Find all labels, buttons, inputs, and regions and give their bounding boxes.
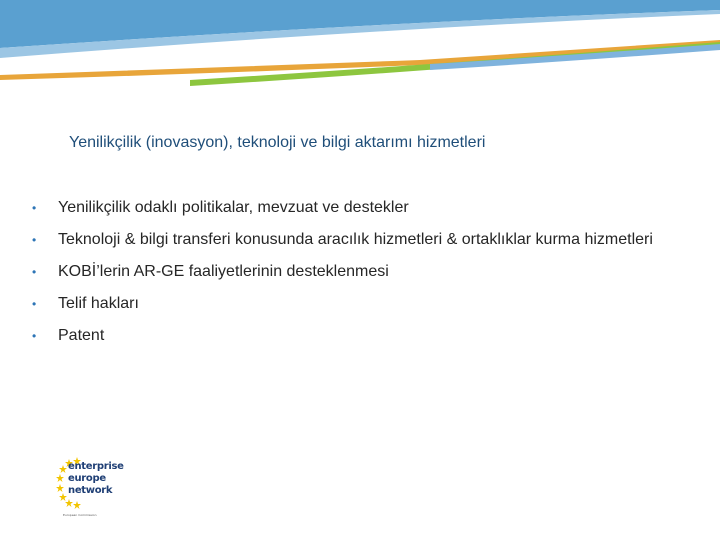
bullet-text: Teknoloji & bilgi transferi konusunda aracılık hizmetleri & ortaklıklar kurma hizmetleri <box>58 231 653 248</box>
bullet-text: Telif hakları <box>58 295 139 312</box>
bullet-icon: • <box>32 265 37 279</box>
bullet-icon: • <box>32 329 37 343</box>
logo-text: enterprise europe network <box>68 461 124 496</box>
bullet-icon: • <box>32 233 37 247</box>
list-item <box>32 192 692 224</box>
logo-caption: European Commission <box>63 513 97 517</box>
header-decoration <box>0 0 720 90</box>
bullet-text: KOBİ’lerin AR-GE faaliyetlerinin desteklenmesi <box>58 263 389 280</box>
bullet-list <box>32 192 692 352</box>
bullet-text: Yenilikçilik odaklı politikalar, mevzuat ve destekler <box>58 199 409 216</box>
list-item <box>32 256 692 288</box>
enterprise-europe-network-logo <box>55 455 124 521</box>
bullet-icon: • <box>32 297 37 311</box>
list-item <box>32 320 692 352</box>
slide-title: Yenilikçilik (inovasyon), teknoloji ve bilgi aktarımı hizmetleri <box>69 134 486 151</box>
bullet-icon: • <box>32 201 37 215</box>
bullet-text: Patent <box>58 327 105 344</box>
list-item <box>32 224 692 256</box>
list-item <box>32 288 692 320</box>
